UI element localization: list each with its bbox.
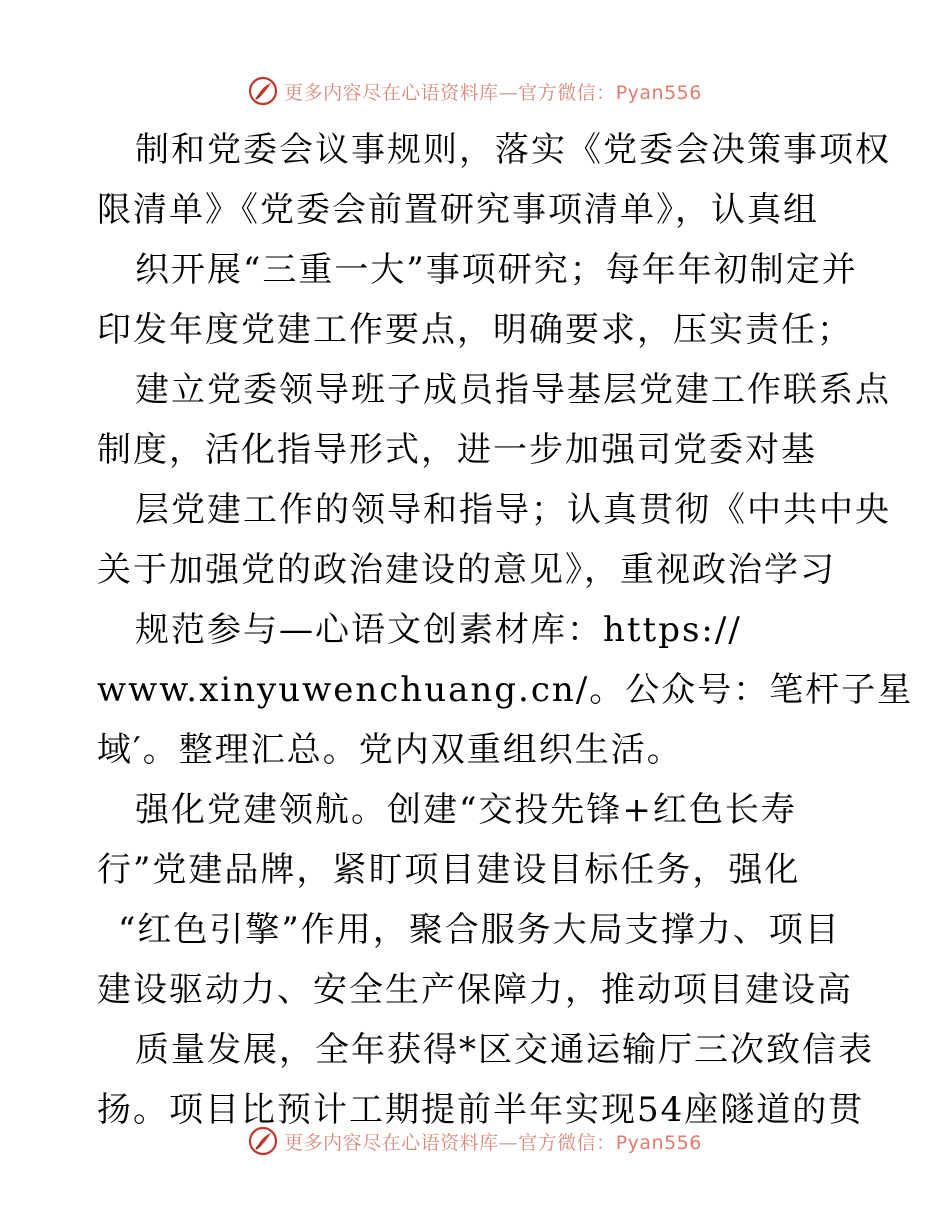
body-line: 建设驱动力、安全生产保障力，推动项目建设高 (97, 970, 853, 1010)
body-line: 强化党建领航。创建“交投先锋+红色长寿 (135, 790, 797, 830)
header-watermark (0, 71, 950, 111)
watermark-separator: — (498, 81, 519, 104)
watermark-text (284, 78, 702, 105)
watermark-text (284, 1128, 702, 1155)
body-line: 扬。项目比预计工期提前半年实现54座隧道的贯 (97, 1090, 865, 1130)
watermark-slogan: 更多内容尽在心语资料库 (284, 1131, 499, 1154)
watermark-slogan: 更多内容尽在心语资料库 (284, 81, 499, 104)
watermark-wechat-id: Pyan556 (615, 81, 702, 104)
body-line: 关于加强党的政治建设的意见》，重视政治学习 (97, 550, 836, 590)
body-line: 行”党建品牌，紧盯项目建设目标任务，强化 (97, 850, 801, 890)
quill-pen-logo-icon (248, 76, 278, 106)
watermark-label: 官方微信： (518, 81, 616, 104)
body-line: 域′。整理汇总。党内双重组织生活。 (97, 730, 683, 770)
body-line: 规范参与—心语文创素材库：https:// (135, 610, 742, 650)
body-line: 制度，活化指导形式，进一步加强司党委对基 (97, 430, 817, 470)
body-line: 限清单》《党委会前置研究事项清单》，认真组 (97, 190, 819, 230)
body-line: 织开展“三重一大”事项研究；每年年初制定并 (135, 250, 858, 290)
watermark-separator: — (498, 1131, 519, 1154)
body-line: “红色引擎”作用，聚合服务大局支撑力、项目 (118, 910, 841, 950)
body-line: 制和党委会议事规则，落实《党委会决策事项权 (135, 130, 891, 170)
quill-pen-logo-icon (248, 1126, 278, 1156)
body-line: www.xinyuwenchuang.cn/。公众号：笔杆子星 (97, 670, 914, 710)
body-line: 建立党委领导班子成员指导基层党建工作联系点 (135, 370, 891, 410)
watermark-wechat-id: Pyan556 (615, 1131, 702, 1154)
watermark-label: 官方微信： (518, 1131, 616, 1154)
body-line: 印发年度党建工作要点，明确要求，压实责任； (97, 310, 853, 350)
body-line: 质量发展，全年获得*区交通运输厅三次致信表 (135, 1030, 874, 1070)
body-line: 层党建工作的领导和指导；认真贯彻《中共中央 (135, 490, 891, 530)
footer-watermark (0, 1121, 950, 1161)
